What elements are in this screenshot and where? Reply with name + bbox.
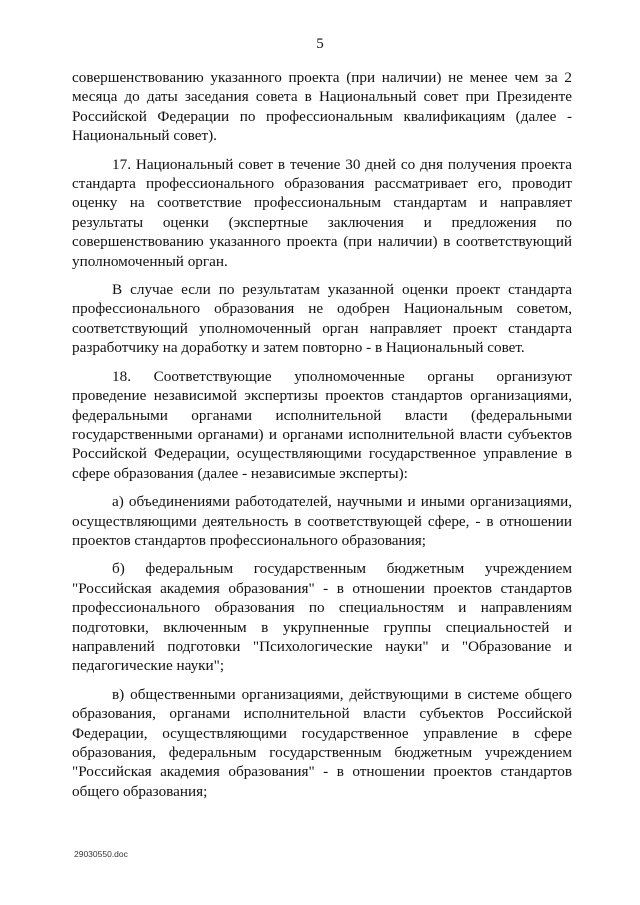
paragraph-item-18: 18. Соответствующие уполномоченные органы организуют проведение независимой экспертизы проектов стандартов организациями, федеральными органами исполнительной власти (федеральными государственными органами) и органами исполнительной власти субъектов Российской Федерации, осуществляющими государственное управление в сфере образования (далее - независимые эксперты): xyxy=(72,367,572,482)
footer-file-code: 29030550.doc xyxy=(74,849,128,859)
subitem-b: б) федеральным государственным бюджетным учреждением "Российская академия образования" - в отношении проектов стандартов профессионального образования по специальностям и направлениям подготовки, включенным в укрупненные группы специальностей и направлений подготовки "Психологические науки" и "Образование и педагогические науки"; xyxy=(72,560,572,675)
document-body xyxy=(72,68,572,801)
subitem-v: в) общественными организациями, действующими в системе общего образования, органами исполнительной власти субъектов Российской Федерации, осуществляющими государственное управление в сфере образования, федеральным государственным бюджетным учреждением "Российская академия образования" - в отношении проектов стандартов общего образования; xyxy=(72,685,572,800)
paragraph-not-approved: В случае если по результатам указанной оценки проект стандарта профессионального образования не одобрен Национальным советом, соответствующий уполномоченный орган направляет проект стандарта разработчику на доработку и затем повторно - в Национальный совет. xyxy=(72,281,572,357)
paragraph-item-17: 17. Национальный совет в течение 30 дней со дня получения проекта стандарта профессионального образования рассматривает его, проводит оценку на соответствие профессиональным стандартам и направляет результаты оценки (экспертные заключения и предложения по совершенствованию указанного проекта (при наличии) в соответствующий уполномоченный орган. xyxy=(72,155,572,270)
subitem-a: а) объединениями работодателей, научными и иными организациями, осуществляющими деятельность в соответствующей сфере, - в отношении проектов стандартов профессионального образования; xyxy=(72,493,572,549)
page-number: 5 xyxy=(316,36,324,52)
paragraph-continuation: совершенствованию указанного проекта (при наличии) не менее чем за 2 месяца до даты заседания совета в Национальный совет при Президенте Российской Федерации по профессиональным квалификациям (далее - Национальный совет). xyxy=(72,69,572,145)
